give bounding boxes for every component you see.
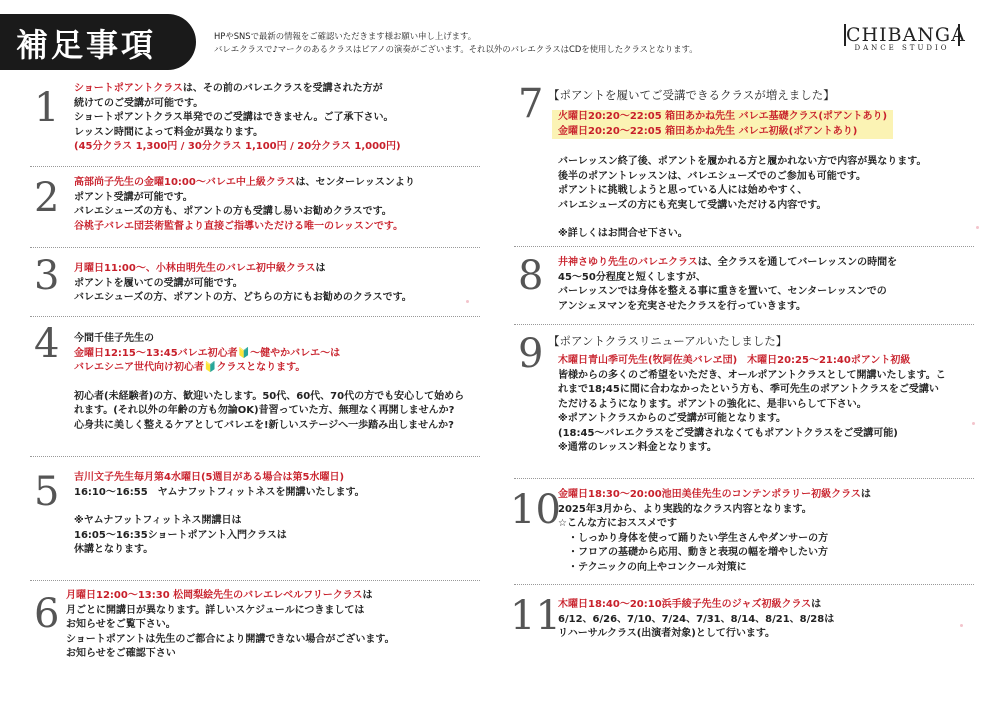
item-9-heading-wrap bbox=[548, 334, 787, 349]
header-note: HPやSNSで最新の情報をご確認いただきます様お願い申し上げます。 bbox=[214, 31, 477, 41]
item-number: 2 bbox=[34, 175, 60, 221]
item-1-line: ショートポアントクラス単発でのご受講はできません。ご了承下さい。 bbox=[74, 112, 394, 123]
item-11-line: は bbox=[811, 599, 822, 610]
separator bbox=[30, 456, 480, 457]
separator bbox=[514, 246, 974, 247]
item-number: 4 bbox=[34, 321, 60, 367]
header-notes bbox=[214, 30, 698, 55]
item-9-line: ※通常のレッスン料金となります。 bbox=[558, 442, 717, 453]
separator bbox=[30, 166, 480, 167]
item-number: 9 bbox=[518, 331, 544, 377]
separator bbox=[514, 324, 974, 325]
item-7-line: ※詳しくはお問合せ下さい。 bbox=[558, 228, 688, 239]
item-10-line: ・フロアの基礎から応用、動きと表現の幅を増やしたい方 bbox=[568, 547, 828, 558]
item-3-body bbox=[74, 262, 412, 306]
item-10-body bbox=[558, 488, 871, 575]
item-7-heading: 【ポアントを履いてご受講できるクラスが増えました】 bbox=[548, 88, 835, 102]
item-8-line: 井神さゆり先生のバレエクラス bbox=[558, 257, 698, 268]
item-9-heading: 【ポアントクラスリニューアルいたしました】 bbox=[548, 334, 788, 348]
item-3-line: は bbox=[315, 263, 326, 274]
separator bbox=[30, 247, 480, 248]
item-6-line: は bbox=[362, 590, 373, 601]
item-5-line: 休講となります。 bbox=[74, 544, 154, 555]
item-9-line: 皆様からの多くのご希望をいただき、オールポアントクラスとして開講いたします。こ bbox=[558, 369, 946, 381]
item-1-line-rest: は、その前のバレエクラスを受講された方が bbox=[182, 83, 383, 94]
item-7-text bbox=[558, 155, 927, 242]
studio-logo bbox=[844, 24, 966, 52]
item-3-line: 月曜日11:00〜、小林由明先生のバレエ初中級クラス bbox=[74, 263, 316, 274]
separator bbox=[30, 580, 480, 581]
page-title: 補足事項 bbox=[16, 26, 157, 64]
item-2-line: 谷桃子バレエ団芸術監督より直接ご指導いただける唯一のレッスンです。 bbox=[74, 220, 404, 232]
separator bbox=[514, 584, 974, 585]
item-number: 8 bbox=[518, 253, 544, 299]
item-8-body bbox=[558, 256, 897, 314]
item-8-line: 45〜50分程度と短くしますが、 bbox=[558, 271, 706, 283]
item-number: 5 bbox=[34, 469, 60, 515]
item-10-line: 金曜日18:30〜20:00池田美佳先生のコンテンポラリー初級クラス bbox=[558, 489, 861, 500]
decor-dot bbox=[960, 624, 963, 627]
item-11-line: リハーサルクラス(出演者対象)として行います。 bbox=[558, 628, 776, 639]
item-4-line: バレエシニア世代向け初心者🔰クラスとなります。 bbox=[74, 362, 306, 373]
item-7-line: 火曜日20:20〜22:05 箱田あかね先生 バレエ基礎クラス(ポアントあり) bbox=[558, 111, 888, 122]
header-note: バレエクラスで♪マークのあるクラスはピアノの演奏がございます。それ以外のバレエクラスはCDを使用したクラスとなります。 bbox=[214, 43, 698, 54]
item-1-body bbox=[74, 82, 401, 155]
item-5-line: 吉川文子先生毎月第4水曜日(5週目がある場合は第5水曜日) bbox=[74, 472, 345, 483]
item-10-line: ・しっかり身体を使って踊りたい学生さんやダンサーの方 bbox=[568, 532, 829, 544]
item-9-line: れまで18;45に間に合わなかったという方も、季可先生のポアントクラスをご受講い bbox=[558, 384, 939, 395]
item-5-line: 16:05〜16:35ショートポアント入門クラスは bbox=[74, 529, 287, 541]
item-3-line: バレエシューズの方、ポアントの方、どちらの方にもお勧めのクラスです。 bbox=[74, 292, 412, 303]
item-11-body bbox=[558, 598, 834, 642]
item-1-line: (45分クラス 1,300円 / 30分クラス 1,100円 / 20分クラス 1,000円) bbox=[74, 141, 401, 152]
item-7-line: 後半のポアントレッスンは、バレエシューズでのご参加も可能です。 bbox=[558, 170, 866, 182]
item-4-line: 初心者(未経験者)の方、歓迎いたします。50代、60代、70代の方でも安心して始めら bbox=[74, 390, 465, 402]
item-4-line: 心身共に美しく整えるケアとしてバレエを!新しいステージへ一歩踏み出しませんか? bbox=[74, 419, 454, 431]
item-9-line: ※ポアントクラスからのご受講が可能となります。 bbox=[558, 413, 787, 424]
item-number: 3 bbox=[34, 253, 60, 299]
item-4-line: れます。(それ以外の年齢の方も勿論OK)昔習っていた方、無理なく再開しませんか? bbox=[74, 405, 455, 416]
item-number: 1 bbox=[34, 85, 60, 131]
decor-dot bbox=[976, 226, 979, 229]
item-number: 6 bbox=[34, 591, 60, 637]
item-9-line: ただけるようになります。ポアントの強化に、是非いらして下さい。 bbox=[558, 398, 867, 410]
item-1-line: レッスン時間によって料金が異なります。 bbox=[74, 126, 264, 138]
item-2-line: バレエシューズの方も、ポアントの方も受講し易いお勧めクラスです。 bbox=[74, 206, 392, 217]
item-6-line: 月曜日12:00〜13:30 松岡梨絵先生のバレエレベルフリークラス bbox=[66, 590, 363, 601]
item-6-line: お知らせをご覧下さい。 bbox=[66, 619, 176, 630]
item-8-line: バーレッスンでは身体を整える事に重きを置いて、センターレッスンでの bbox=[558, 286, 887, 297]
item-4-line: 金曜日12:15〜13:45バレエ初心者🔰〜健やかバレエ〜は bbox=[74, 347, 341, 359]
item-2-line: は、センターレッスンより bbox=[295, 177, 415, 188]
item-10-line: ・テクニックの向上やコンクール対策に bbox=[568, 561, 747, 573]
logo-main: CHIBANGA bbox=[846, 24, 966, 46]
item-8-line: アンシェヌマンを充実させたクラスを行っていきます。 bbox=[558, 300, 807, 312]
item-5-line: ※ヤムナフットフィットネス開講日は bbox=[74, 515, 242, 526]
item-6-body bbox=[66, 589, 395, 662]
item-9-line: 木曜日青山季可先生(牧阿佐美バレヱ団) 木曜日20:25〜21:40ポアント初級 bbox=[558, 355, 911, 366]
item-4-line: 今間千佳子先生の bbox=[74, 333, 154, 344]
decor-dot bbox=[972, 422, 975, 425]
item-number: 11 bbox=[510, 593, 561, 639]
item-11-line: 6/12、6/26、7/10、7/24、7/31、8/14、8/21、8/28は bbox=[558, 613, 835, 625]
item-3-line: ポアントを履いての受講が可能です。 bbox=[74, 277, 243, 289]
item-number: 10 bbox=[510, 487, 561, 533]
item-6-line: 月ごとに開講日が異なります。詳しいスケジュールにつきましては bbox=[66, 604, 365, 616]
item-2-line: 高部尚子先生の金曜10:00〜バレエ中上級クラス bbox=[74, 177, 296, 188]
item-10-line: は bbox=[860, 489, 871, 500]
item-10-line: 2025年3月から、より実践的なクラス内容となります。 bbox=[558, 503, 812, 515]
item-2-line: ポアント受講が可能です。 bbox=[74, 191, 193, 203]
item-1-line: ショートポアントクラス bbox=[74, 83, 183, 94]
item-5-body bbox=[74, 471, 365, 558]
decor-dot bbox=[466, 300, 469, 303]
separator bbox=[30, 316, 480, 317]
item-6-line: ショートポアントは先生のご都合により開講できない場合がございます。 bbox=[66, 633, 395, 645]
item-11-line: 木曜日18:40〜20:10浜手綾子先生のジャズ初級クラス bbox=[558, 599, 812, 610]
item-7-line: 金曜日20:20〜22:05 箱田あかね先生 バレエ初級(ポアントあり) bbox=[558, 125, 858, 137]
separator bbox=[514, 478, 974, 479]
item-2-body bbox=[74, 176, 415, 234]
item-9-body bbox=[558, 354, 946, 456]
item-8-line: は、全クラスを通してバーレッスンの時間を bbox=[697, 257, 898, 268]
item-5-line: 16:10〜16:55 ヤムナフットフィットネスを開講いたします。 bbox=[74, 486, 365, 498]
logo-sub: DANCE STUDIO bbox=[854, 44, 950, 52]
item-7-body bbox=[548, 88, 835, 103]
item-10-line: ☆こんな方におススメです bbox=[558, 518, 677, 529]
item-9-line: (18:45〜バレエクラスをご受講されなくてもポアントクラスをご受講可能) bbox=[558, 427, 898, 439]
item-6-line: お知らせをご確認下さい bbox=[66, 648, 176, 659]
item-7-line: ポアントに挑戦しようと思っている人には始めやすく、 bbox=[558, 185, 808, 196]
item-1-line: 続けてのご受講が可能です。 bbox=[74, 97, 204, 109]
item-4-body bbox=[74, 332, 464, 433]
item-7-highlight bbox=[552, 110, 893, 139]
item-number: 7 bbox=[518, 81, 544, 127]
item-7-line: バーレッスン終了後、ポアントを履かれる方と履かれない方で内容が異なります。 bbox=[558, 156, 927, 167]
item-7-line: バレエシューズの方にも充実して受講いただける内容です。 bbox=[558, 199, 827, 211]
